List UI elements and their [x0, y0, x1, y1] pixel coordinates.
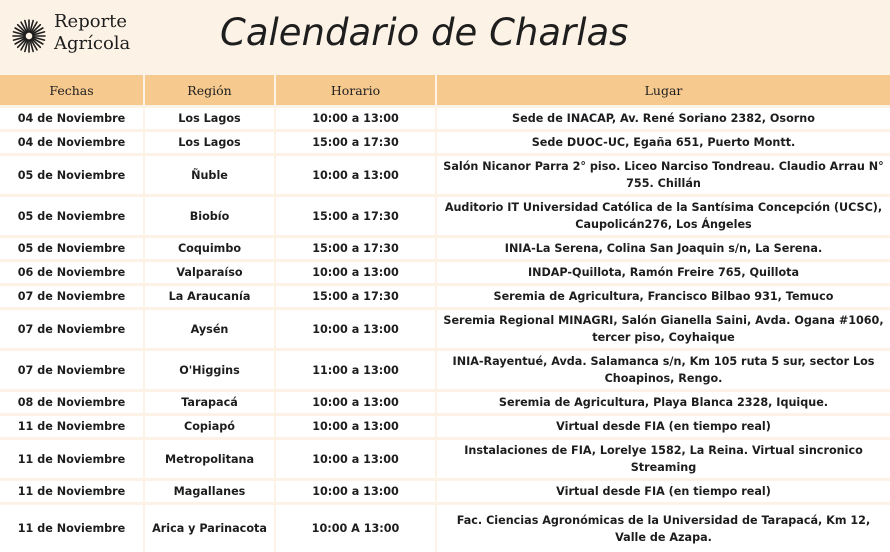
cell-fecha: 05 de Noviembre [0, 153, 145, 194]
cell-horario: 10:00 a 13:00 [276, 437, 437, 478]
cell-horario: 10:00 a 13:00 [276, 389, 437, 413]
cell-region: La Araucanía [145, 283, 276, 307]
cell-fecha: 07 de Noviembre [0, 348, 145, 389]
table-row [0, 129, 890, 153]
cell-horario: 10:00 a 13:00 [276, 478, 437, 502]
table-row [0, 259, 890, 283]
table-body [0, 105, 890, 552]
cell-lugar: Seremia Regional MINAGRI, Salón Gianella Saini, Avda. Ogana #1060, tercer piso, Coyhaique [437, 307, 890, 348]
cell-horario: 10:00 A 13:00 [276, 502, 437, 552]
cell-region: Ñuble [145, 153, 276, 194]
table-row [0, 437, 890, 478]
cell-lugar: Seremia de Agricultura, Playa Blanca 2328, Iquique. [437, 389, 890, 413]
table-row [0, 307, 890, 348]
cell-horario: 11:00 a 13:00 [276, 348, 437, 389]
cell-lugar: Auditorio IT Universidad Católica de la Santísima Concepción (UCSC), Caupolicán276, Los Ángeles [437, 194, 890, 235]
table-row [0, 389, 890, 413]
cell-region: Copiapó [145, 413, 276, 437]
sunburst-logo-icon [11, 18, 47, 54]
header-region: Región [145, 75, 276, 105]
cell-lugar: Sede de INACAP, Av. René Soriano 2382, Osorno [437, 105, 890, 129]
cell-horario: 15:00 a 17:30 [276, 283, 437, 307]
cell-region: Metropolitana [145, 437, 276, 478]
cell-fecha: 07 de Noviembre [0, 307, 145, 348]
table-row [0, 235, 890, 259]
cell-region: Aysén [145, 307, 276, 348]
cell-region: Los Lagos [145, 105, 276, 129]
schedule-table [0, 75, 890, 552]
cell-horario: 15:00 a 17:30 [276, 194, 437, 235]
header-fechas: Fechas [0, 75, 145, 105]
cell-horario: 15:00 a 17:30 [276, 129, 437, 153]
cell-horario: 10:00 a 13:00 [276, 307, 437, 348]
cell-lugar: Virtual desde FIA (en tiempo real) [437, 478, 890, 502]
header-lugar: Lugar [437, 75, 890, 105]
cell-fecha: 04 de Noviembre [0, 105, 145, 129]
table-row [0, 348, 890, 389]
cell-lugar: Virtual desde FIA (en tiempo real) [437, 413, 890, 437]
brand-name [54, 11, 130, 55]
cell-fecha: 05 de Noviembre [0, 235, 145, 259]
cell-lugar: Instalaciones de FIA, Lorelye 1582, La Reina. Virtual sincronico Streaming [437, 437, 890, 478]
cell-horario: 10:00 a 13:00 [276, 259, 437, 283]
cell-region: O'Higgins [145, 348, 276, 389]
table-header-row [0, 75, 890, 105]
cell-horario: 10:00 a 13:00 [276, 153, 437, 194]
cell-lugar: INIA-Rayentué, Avda. Salamanca s/n, Km 105 ruta 5 sur, sector Los Choapinos, Rengo. [437, 348, 890, 389]
header-horario: Horario [276, 75, 437, 105]
cell-fecha: 11 de Noviembre [0, 413, 145, 437]
cell-region: Biobío [145, 194, 276, 235]
page-title: Calendario de Charlas [220, 11, 629, 54]
cell-region: Coquimbo [145, 235, 276, 259]
table-row [0, 153, 890, 194]
cell-fecha: 11 de Noviembre [0, 478, 145, 502]
cell-lugar: Sede DUOC-UC, Egaña 651, Puerto Montt. [437, 129, 890, 153]
table-row [0, 194, 890, 235]
cell-lugar: INIA-La Serena, Colina San Joaquin s/n, La Serena. [437, 235, 890, 259]
cell-fecha: 05 de Noviembre [0, 194, 145, 235]
cell-region: Tarapacá [145, 389, 276, 413]
brand-line-2: Agrícola [54, 33, 131, 54]
cell-fecha: 07 de Noviembre [0, 283, 145, 307]
cell-horario: 10:00 a 13:00 [276, 105, 437, 129]
page-header [0, 0, 890, 74]
cell-horario: 10:00 a 13:00 [276, 413, 437, 437]
cell-region: Magallanes [145, 478, 276, 502]
table-row [0, 502, 890, 552]
cell-fecha: 11 de Noviembre [0, 437, 145, 478]
cell-fecha: 06 de Noviembre [0, 259, 145, 283]
cell-lugar: INDAP-Quillota, Ramón Freire 765, Quillota [437, 259, 890, 283]
cell-fecha: 08 de Noviembre [0, 389, 145, 413]
cell-region: Arica y Parinacota [145, 502, 276, 552]
cell-lugar: Fac. Ciencias Agronómicas de la Universidad de Tarapacá, Km 12, Valle de Azapa. [437, 502, 890, 552]
cell-region: Los Lagos [145, 129, 276, 153]
table-row [0, 413, 890, 437]
table-row [0, 478, 890, 502]
cell-fecha: 11 de Noviembre [0, 502, 145, 552]
cell-lugar: Seremia de Agricultura, Francisco Bilbao 931, Temuco [437, 283, 890, 307]
table-row [0, 283, 890, 307]
brand-line-1: Reporte [54, 11, 128, 32]
table-row [0, 105, 890, 129]
cell-lugar: Salón Nicanor Parra 2° piso. Liceo Narciso Tondreau. Claudio Arrau N° 755. Chillán [437, 153, 890, 194]
cell-horario: 15:00 a 17:30 [276, 235, 437, 259]
cell-fecha: 04 de Noviembre [0, 129, 145, 153]
cell-region: Valparaíso [145, 259, 276, 283]
